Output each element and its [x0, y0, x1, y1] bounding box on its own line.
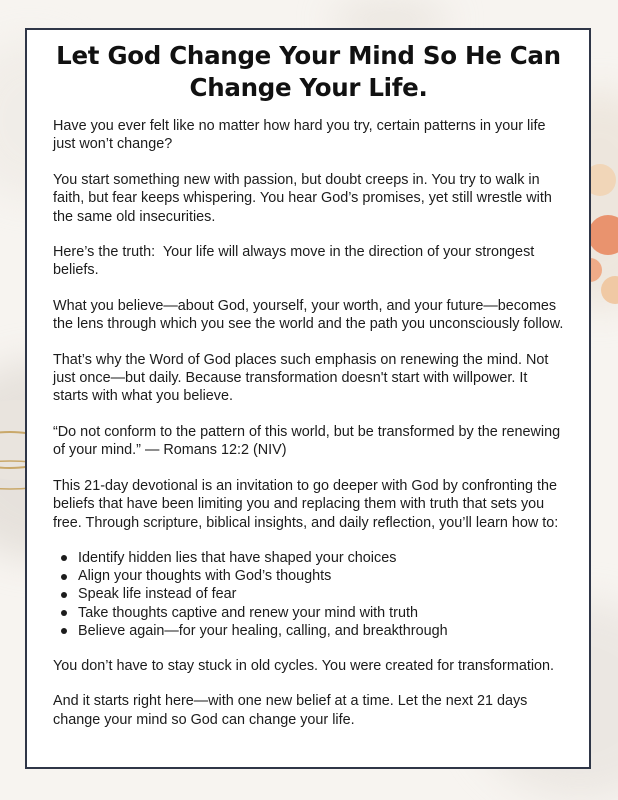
paragraph: You start something new with passion, but doubt creeps in. You try to walk in faith, but fear keeps whispering. You hear God’s promises, yet still wrestle with the same old insecurities. — [53, 171, 552, 225]
bullet-icon — [61, 610, 67, 616]
list-item-text: Take thoughts captive and renew your mind with truth — [78, 604, 418, 621]
bullet-icon — [61, 628, 67, 634]
list-item-text: Speak life instead of fear — [78, 586, 237, 603]
bullet-icon — [61, 574, 67, 580]
paragraph: Here’s the truth: Your life will always move in the direction of your strongest beliefs. — [53, 244, 539, 279]
list-item-text: Believe again—for your healing, calling, and breakthrough — [78, 622, 448, 639]
scripture-quote: “Do not conform to the pattern of this world, but be transformed by the renewing of your mind.” — Romans 12:2 (NIV) — [53, 423, 561, 459]
list-item-text: Identify hidden lies that have shaped your choices — [78, 549, 397, 566]
paragraph: What you believe—about God, yourself, your worth, and your future—becomes the lens through which you see the world and the path you unconsciously follow. — [53, 297, 564, 333]
list-item — [78, 622, 564, 640]
list-item — [78, 549, 564, 567]
paragraph: That’s why the Word of God places such emphasis on renewing the mind. Not just once—but daily. Because transformation doesn't start with willpower. It starts with what you believe. — [53, 351, 549, 405]
paragraph: You don’t have to stay stuck in old cycles. You were created for transformation. — [53, 657, 555, 674]
closing-paragraph: And it starts right here—with one new belief at a time. Let the next 21 days change your mind so God can change your life. — [53, 693, 528, 728]
page-title — [53, 40, 564, 104]
bullet-list — [53, 549, 564, 640]
bullet-icon — [61, 592, 67, 598]
bullet-icon — [61, 555, 67, 561]
list-item-text: Align your thoughts with God’s thoughts — [78, 568, 332, 585]
list-item — [78, 604, 564, 622]
list-item — [78, 585, 564, 603]
devotional-card — [25, 28, 591, 769]
title-line-2: Change Your Life. — [189, 73, 428, 102]
paragraph: This 21-day devotional is an invitation to go deeper with God by confronting the beliefs that have been limiting you and replacing them with truth that sets you free. Through scripture, biblical insights, and daily reflection, you’ll learn how to: — [53, 477, 559, 531]
paragraph: Have you ever felt like no matter how hard you try, certain patterns in your life just won’t change? — [53, 118, 546, 153]
title-line-1: Let God Change Your Mind So He Can — [56, 41, 561, 70]
list-item — [78, 567, 564, 585]
